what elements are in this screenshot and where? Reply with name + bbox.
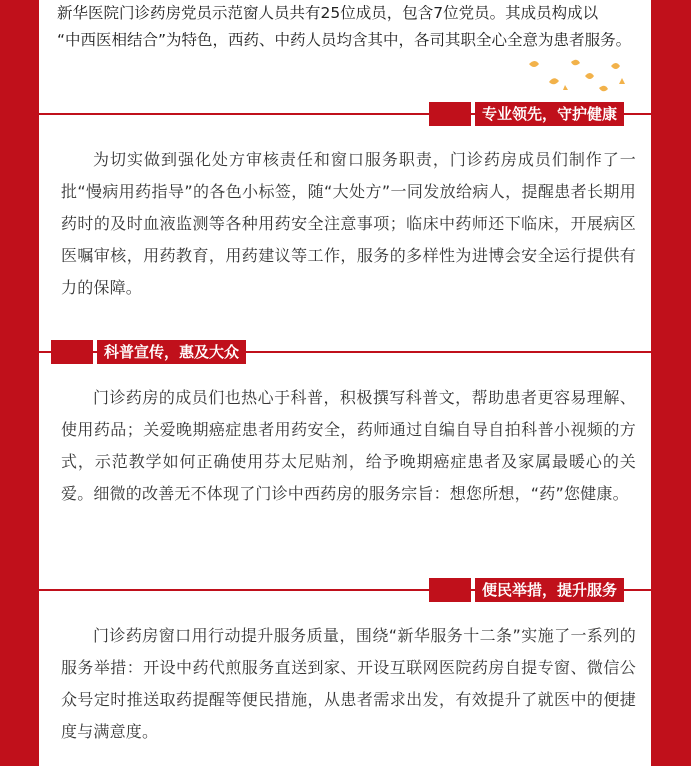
heading-accent-block [429,578,471,602]
intro-line-1: 新华医院门诊药房党员示范窗人员共有25位成员，包含7位党员。其成员构成以 [57,4,599,22]
section-title-2: 科普宣传，惠及大众 [97,340,246,364]
falling-leaves-icon [519,54,629,98]
section-body-2 [61,382,636,510]
article-body [39,0,651,766]
heading-accent-block [51,340,93,364]
section-title-1: 专业领先，守护健康 [475,102,624,126]
section-heading-1 [39,102,651,126]
intro-line-2: “中西医相结合”为特色，西药、中药人员均含其中，各司其职全心全意为患者服务。 [57,31,632,49]
section-text-3: 门诊药房窗口用行动提升服务质量，围绕“新华服务十二条”实施了一系列的服务举措：开设中药代煎服务直送到家、开设互联网医院药房自提专窗、微信公众号定时推送取药提醒等便民措施，从患者需求出发，有效提升了就医中的便捷度与满意度。 [61,626,636,741]
section-text-1: 为切实做到强化处方审核责任和窗口服务职责，门诊药房成员们制作了一批“慢病用药指导”的各色小标签，随“大处方”一同发放给病人，提醒患者长期用药时的及时血液监测等各种用药安全注意事项；临床中药师还下临床，开展病区医嘱审核，用药教育，用药建议等工作，服务的多样性为进博会安全运行提供有力的保障。 [61,150,636,297]
section-body-3 [61,620,636,748]
right-red-border [651,0,691,766]
section-title-3: 便民举措，提升服务 [475,578,624,602]
section-body-1 [61,144,636,304]
section-text-2: 门诊药房的成员们也热心于科普，积极撰写科普文，帮助患者更容易理解、使用药品；关爱晚期癌症患者用药安全，药师通过自编自导自拍科普小视频的方式，示范教学如何正确使用芬太尼贴剂，给予晚期癌症患者及家属最暖心的关爱。细微的改善无不体现了门诊中西药房的服务宗旨：想您所想，“药”您健康。 [61,388,636,503]
left-red-border [0,0,39,766]
section-heading-3 [39,578,651,602]
section-heading-2 [39,340,651,364]
heading-accent-block [429,102,471,126]
intro-paragraph [57,0,647,54]
